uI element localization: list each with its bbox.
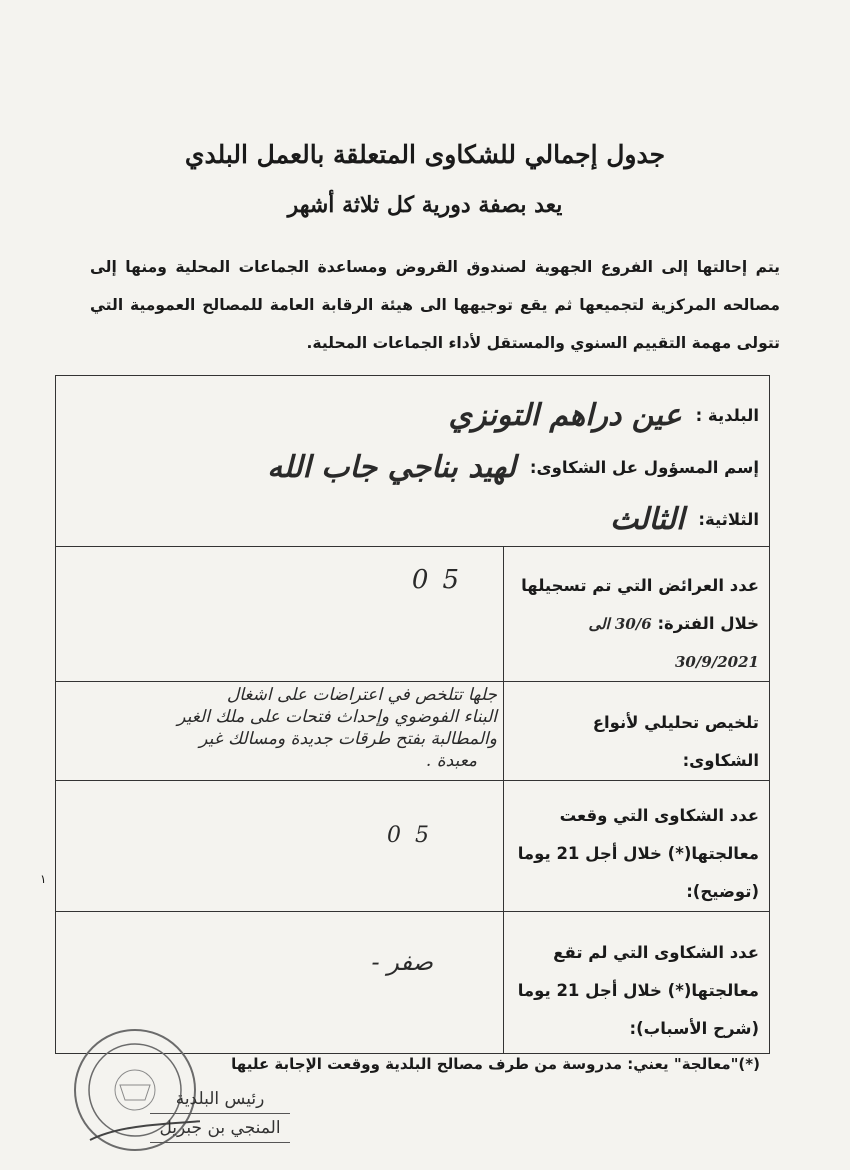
footnote: (*)"معالجة" يعني: مدروسة من طرف مصالح البلدية ووقعت الإجابة عليها bbox=[231, 1055, 760, 1073]
treated-label-cell bbox=[504, 781, 770, 912]
intro-paragraph: يتم إحالتها إلى الفروع الجهوية لصندوق القروض ومساعدة الجماعات المحلية ومنها إلى مصالحه المركزية لتجميعها ثم يقع توجيهها الى هيئة الرقابة العامة للمصالح العمومية التي تتولى مهمة التقييم السنوي والمستقل لأداء الجماعات المحلية. bbox=[90, 258, 780, 352]
registered-label-line2 bbox=[512, 605, 759, 681]
header-info-cell bbox=[56, 376, 770, 547]
mayor-title: رئيس البلدية bbox=[150, 1085, 290, 1114]
analysis-line-1: جلها تتلخص في اعتراضات على اشغال bbox=[226, 685, 497, 705]
municipality-value: عين دراهم التونزي bbox=[448, 398, 682, 433]
officer-line bbox=[64, 442, 759, 494]
untreated-label-line1: عدد الشكاوى التي لم تقع bbox=[553, 943, 759, 962]
untreated-label-line2: معالجتها(*) خلال أجل 21 يوما bbox=[517, 981, 759, 1000]
treated-label-line2: معالجتها(*) خلال أجل 21 يوما bbox=[517, 844, 759, 863]
municipality-line bbox=[64, 390, 759, 442]
margin-mark: ١ bbox=[40, 872, 47, 886]
period-label: خلال الفترة: bbox=[657, 614, 759, 633]
analysis-value-cell bbox=[56, 682, 504, 781]
analysis-label: تلخيص تحليلي لأنواع الشكاوى: bbox=[592, 713, 759, 770]
untreated-value: صفر - bbox=[371, 948, 433, 976]
table-row-analysis bbox=[56, 682, 770, 781]
page-title: جدول إجمالي للشكاوى المتعلقة بالعمل البلدي bbox=[184, 140, 666, 169]
table-row-registered bbox=[56, 547, 770, 682]
trimester-line bbox=[64, 494, 759, 546]
period-value: 30/6 الى 30/9/2021 bbox=[588, 615, 759, 671]
registered-label-cell bbox=[504, 547, 770, 682]
municipality-label: البلدية : bbox=[695, 406, 759, 425]
signature-block bbox=[150, 1085, 290, 1143]
page-subtitle: يعد بصفة دورية كل ثلاثة أشهر bbox=[287, 192, 563, 218]
treated-label-line1: عدد الشكاوى التي وقعت bbox=[559, 806, 759, 825]
officer-label: إسم المسؤول عل الشكاوى: bbox=[529, 458, 759, 477]
analysis-line-3: والمطالبة بفتح طرقات جديدة ومسالك غير bbox=[199, 729, 497, 749]
complaints-table bbox=[55, 375, 770, 1054]
treated-value: 05 bbox=[387, 823, 443, 848]
analysis-line-2: البناء الفوضوي وإحداث فتحات على ملك الغير bbox=[177, 707, 497, 727]
table-row-header-info bbox=[56, 376, 770, 547]
analysis-value bbox=[57, 684, 497, 772]
officer-value: لهيد بناجي جاب الله bbox=[267, 450, 516, 485]
table-row-treated bbox=[56, 781, 770, 912]
untreated-label-line3: (شرح الأسباب): bbox=[629, 1019, 759, 1038]
registered-label-line1: عدد العرائض التي تم تسجيلها bbox=[521, 576, 759, 595]
analysis-line-4: معبدة . bbox=[425, 751, 477, 771]
analysis-label-cell bbox=[504, 682, 770, 781]
trimester-value: الثالث bbox=[610, 502, 685, 537]
treated-label-line3: (توضيح): bbox=[686, 882, 759, 901]
registered-value: 05 bbox=[411, 565, 473, 595]
trimester-label: الثلاثية: bbox=[698, 510, 759, 529]
mayor-name: المنجي بن جبريل bbox=[150, 1114, 290, 1143]
treated-value-cell bbox=[56, 781, 504, 912]
registered-value-cell bbox=[56, 547, 504, 682]
untreated-label-cell bbox=[504, 912, 770, 1054]
